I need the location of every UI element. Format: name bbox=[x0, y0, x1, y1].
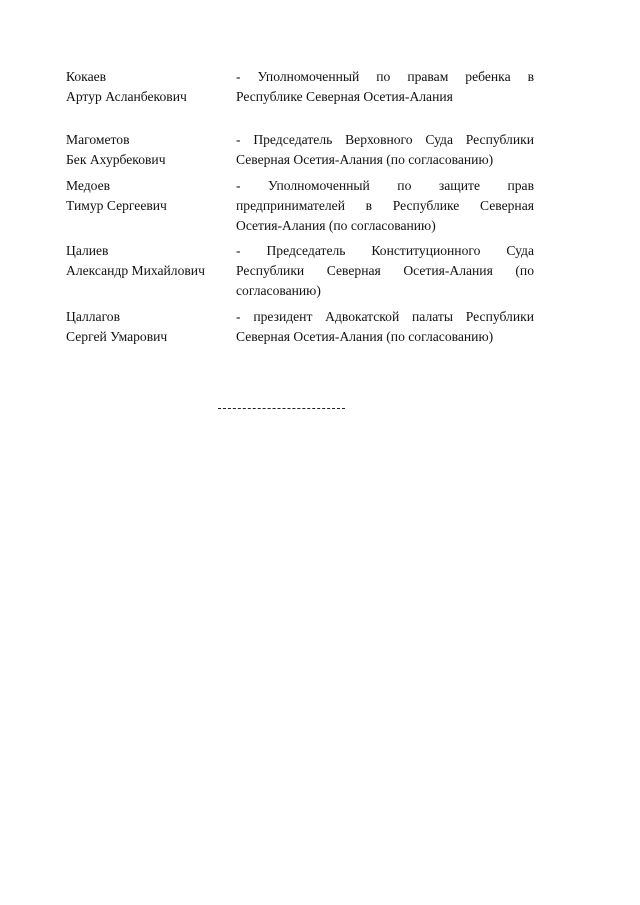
member-surname: Цаллагов bbox=[66, 309, 121, 324]
member-given-name: Артур Асланбекович bbox=[66, 89, 187, 104]
role-line: Северная Осетия-Алания (по согласованию) bbox=[236, 329, 494, 344]
role-line: - Уполномоченный по правам ребенка в bbox=[236, 69, 534, 84]
role-line: предпринимателей в Республике Северная bbox=[236, 198, 534, 213]
role-line: - президент Адвокатской палаты Республики bbox=[236, 309, 534, 324]
member-role bbox=[236, 241, 534, 301]
member-name bbox=[66, 67, 226, 107]
member-given-name: Тимур Сергеевич bbox=[66, 198, 167, 213]
role-line: - Уполномоченный по защите прав bbox=[236, 178, 534, 193]
role-line: - Председатель Конституционного Суда bbox=[236, 243, 534, 258]
end-separator-line bbox=[218, 408, 345, 409]
member-name bbox=[66, 176, 226, 216]
role-line: Северная Осетия-Алания (по согласованию) bbox=[236, 152, 494, 167]
member-given-name: Бек Ахурбекович bbox=[66, 152, 166, 167]
member-name bbox=[66, 307, 226, 347]
member-given-name: Александр Михайлович bbox=[66, 263, 205, 278]
member-given-name: Сергей Умарович bbox=[66, 329, 168, 344]
member-surname: Цалиев bbox=[66, 243, 109, 258]
member-surname: Медоев bbox=[66, 178, 111, 193]
role-line: - Председатель Верховного Суда Республики bbox=[236, 132, 534, 147]
member-name bbox=[66, 241, 226, 281]
member-surname: Кокаев bbox=[66, 69, 107, 84]
member-surname: Магометов bbox=[66, 132, 130, 147]
role-line: согласованию) bbox=[236, 283, 321, 298]
role-line: Республике Северная Осетия-Алания bbox=[236, 89, 453, 104]
role-line: Республики Северная Осетия-Алания (по bbox=[236, 263, 534, 278]
member-role bbox=[236, 176, 534, 236]
member-name bbox=[66, 130, 226, 170]
member-role bbox=[236, 307, 534, 347]
role-line: Осетия-Алания (по согласованию) bbox=[236, 218, 436, 233]
member-role bbox=[236, 130, 534, 170]
member-role bbox=[236, 67, 534, 107]
